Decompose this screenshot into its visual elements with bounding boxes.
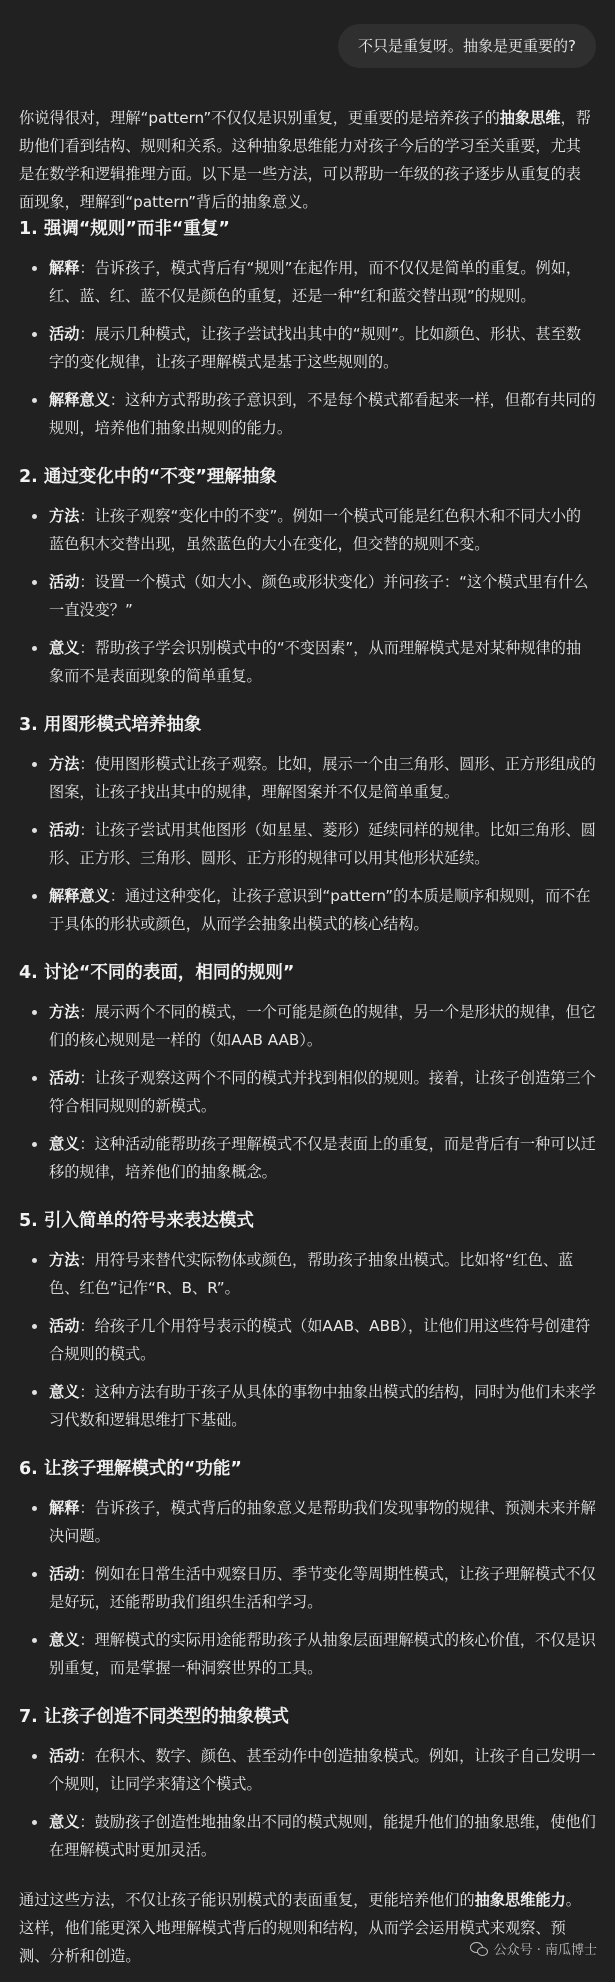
item-term: 活动 [49, 821, 80, 839]
section-title-3: 3. 用图形模式培养抽象 [19, 715, 202, 735]
item-text: ：给孩子几个用符号表示的模式（如AAB、ABB），让他们用这些符号创建符合规则的模式。 [49, 1317, 591, 1363]
section-list-1 [19, 254, 596, 442]
list-item [19, 998, 596, 1054]
item-text: ：这种活动能帮助孩子理解模式不仅是表面上的重复，而是背后有一种可以迁移的规律，培养他们的抽象概念。 [49, 1135, 596, 1181]
item-term: 方法 [49, 1251, 80, 1269]
watermark-text: 公众号 · 南瓜博士 [493, 1943, 597, 1958]
bullet-dot [32, 762, 37, 767]
bullet-dot [32, 398, 37, 403]
section-list-5 [19, 1246, 596, 1434]
item-term: 意义 [49, 1383, 80, 1401]
list-item [19, 1808, 596, 1864]
list-item [19, 320, 596, 376]
item-text: ：展示几种模式，让孩子尝试找出其中的“规则”。比如颜色、形状、甚至数字的变化规律，让孩子理解模式是基于这些规则的。 [49, 325, 582, 371]
list-item [19, 502, 596, 558]
item-term: 意义 [49, 639, 80, 657]
item-term: 活动 [49, 1069, 80, 1087]
list-item [19, 750, 596, 806]
item-text: ：例如在日常生活中观察日历、季节变化等周期性模式，让孩子理解模式不仅是好玩，还能帮助我们组织生活和学习。 [49, 1565, 596, 1611]
list-item [19, 254, 596, 310]
list-item [19, 386, 596, 442]
bullet-dot [32, 1076, 37, 1081]
item-text: ：让孩子观察这两个不同的模式并找到相似的规则。接着，让孩子创造第三个符合相同规则的新模式。 [49, 1069, 596, 1115]
section-list-6 [19, 1494, 596, 1682]
list-item [19, 1560, 596, 1616]
section-list-4 [19, 998, 596, 1186]
item-term: 活动 [49, 1747, 80, 1765]
item-text: ：让孩子观察“变化中的不变”。例如一个模式可能是红色积木和不同大小的蓝色积木交替出现，虽然蓝色的大小在变化，但交替的规则不变。 [49, 507, 582, 553]
intro-paragraph [19, 104, 596, 216]
sections-container [19, 216, 596, 1864]
bullet-dot [32, 1572, 37, 1577]
list-item [19, 634, 596, 690]
bullet-dot [32, 580, 37, 585]
list-item [19, 882, 596, 938]
list-item [19, 816, 596, 872]
section-title-4: 4. 讨论“不同的表面，相同的规则” [19, 963, 295, 983]
outro-text-after: 。这样，他们能更深入地理解模式背后的规则和结构，从而学会运用模式来观察、预测、分析和创造。 [19, 1891, 581, 1965]
section-title-2: 2. 通过变化中的“不变”理解抽象 [19, 467, 277, 487]
bullet-dot [32, 1638, 37, 1643]
bullet-dot [32, 514, 37, 519]
item-term: 意义 [49, 1631, 80, 1649]
bullet-dot [32, 1754, 37, 1759]
item-text: ：告诉孩子，模式背后的抽象意义是帮助我们发现事物的规律、预测未来并解决问题。 [49, 1499, 596, 1545]
item-text: ：用符号来替代实际物体或颜色，帮助孩子抽象出模式。比如将“红色、蓝色、红色”记作“R、B、R”。 [49, 1251, 574, 1297]
bullet-dot [32, 646, 37, 651]
item-term: 解释意义 [49, 887, 110, 905]
item-term: 活动 [49, 325, 80, 343]
item-term: 方法 [49, 755, 80, 773]
bullet-dot [32, 1010, 37, 1015]
assistant-response [19, 104, 596, 1970]
section-title-5: 5. 引入简单的符号来表达模式 [19, 1211, 254, 1231]
bullet-dot [32, 1258, 37, 1263]
item-text: ：使用图形模式让孩子观察。比如，展示一个由三角形、圆形、正方形组成的图案，让孩子找出其中的规律，理解图案并不仅是简单重复。 [49, 755, 596, 801]
list-item [19, 1246, 596, 1302]
bullet-dot [32, 1820, 37, 1825]
list-item [19, 1378, 596, 1434]
item-text: ：这种方式帮助孩子意识到，不是每个模式都看起来一样，但都有共同的规则，培养他们抽象出规则的能力。 [49, 391, 596, 437]
item-term: 意义 [49, 1135, 80, 1153]
list-item [19, 1130, 596, 1186]
section-list-2 [19, 502, 596, 690]
item-text: ：鼓励孩子创造性地抽象出不同的模式规则，能提升他们的抽象思维，使他们在理解模式时更加灵活。 [49, 1813, 596, 1859]
item-text: ：帮助孩子学会识别模式中的“不变因素”，从而理解模式是对某种规律的抽象而不是表面现象的简单重复。 [49, 639, 582, 685]
section-list-7 [19, 1742, 596, 1864]
item-text: ：理解模式的实际用途能帮助孩子从抽象层面理解模式的核心价值，不仅是识别重复，而是掌握一种洞察世界的工具。 [49, 1631, 596, 1677]
bullet-dot [32, 1506, 37, 1511]
item-term: 方法 [49, 1003, 80, 1021]
user-message-bubble: 不只是重复呀。抽象是更重要的? [338, 24, 596, 68]
section-title-6: 6. 让孩子理解模式的“功能” [19, 1459, 242, 1479]
bullet-dot [32, 266, 37, 271]
item-term: 解释 [49, 1499, 80, 1517]
list-item [19, 1312, 596, 1368]
bullet-dot [32, 1390, 37, 1395]
wechat-icon [470, 1941, 488, 1957]
item-term: 意义 [49, 1813, 80, 1831]
list-item [19, 1626, 596, 1682]
item-text: ：通过这种变化，让孩子意识到“pattern”的本质是顺序和规则，而不在于具体的形状或颜色，从而学会抽象出模式的核心结构。 [49, 887, 591, 933]
item-term: 活动 [49, 1317, 80, 1335]
list-item [19, 568, 596, 624]
list-item [19, 1064, 596, 1120]
intro-text-before: 你说得很对，理解“pattern”不仅仅是识别重复，更重要的是培养孩子的 [19, 109, 500, 127]
item-term: 解释 [49, 259, 80, 277]
watermark [470, 1939, 597, 1958]
item-text: ：这种方法有助于孩子从具体的事物中抽象出模式的结构，同时为他们未来学习代数和逻辑思维打下基础。 [49, 1383, 596, 1429]
item-term: 方法 [49, 507, 80, 525]
bullet-dot [32, 828, 37, 833]
intro-bold-text: 抽象思维 [499, 109, 561, 127]
list-item [19, 1742, 596, 1798]
section-title-1: 1. 强调“规则”而非“重复” [19, 219, 230, 239]
item-text: ：让孩子尝试用其他图形（如星星、菱形）延续同样的规律。比如三角形、圆形、正方形、三角形、圆形、正方形的规律可以用其他形状延续。 [49, 821, 596, 867]
list-item [19, 1494, 596, 1550]
section-list-3 [19, 750, 596, 938]
item-text: ：在积木、数字、颜色、甚至动作中创造抽象模式。例如，让孩子自己发明一个规则，让同学来猜这个模式。 [49, 1747, 596, 1793]
bullet-dot [32, 894, 37, 899]
item-term: 解释意义 [49, 391, 110, 409]
outro-text-before: 通过这些方法，不仅让孩子能识别模式的表面重复，更能培养他们的 [19, 1891, 475, 1909]
outro-bold-text: 抽象思维能力 [474, 1891, 566, 1909]
item-text: ：设置一个模式（如大小、颜色或形状变化）并问孩子：“这个模式里有什么一直没变？” [49, 573, 589, 619]
item-term: 活动 [49, 1565, 80, 1583]
section-title-7: 7. 让孩子创造不同类型的抽象模式 [19, 1707, 289, 1727]
item-text: ：告诉孩子，模式背后有“规则”在起作用，而不仅仅是简单的重复。例如，红、蓝、红、蓝不仅是颜色的重复，还是一种“红和蓝交替出现”的规则。 [49, 259, 582, 305]
bullet-dot [32, 1142, 37, 1147]
bullet-dot [32, 1324, 37, 1329]
item-term: 活动 [49, 573, 80, 591]
bullet-dot [32, 332, 37, 337]
user-message-row [19, 24, 596, 68]
item-text: ：展示两个不同的模式，一个可能是颜色的规律，另一个是形状的规律，但它们的核心规则是一样的（如AAB AAB）。 [49, 1003, 596, 1049]
intro-text-after: ，帮助他们看到结构、规则和关系。这种抽象思维能力对孩子今后的学习至关重要，尤其是在数学和逻辑推理方面。以下是一些方法，可以帮助一年级的孩子逐步从重复的表面现象，理解到“pattern”背后的抽象意义。 [19, 109, 591, 211]
